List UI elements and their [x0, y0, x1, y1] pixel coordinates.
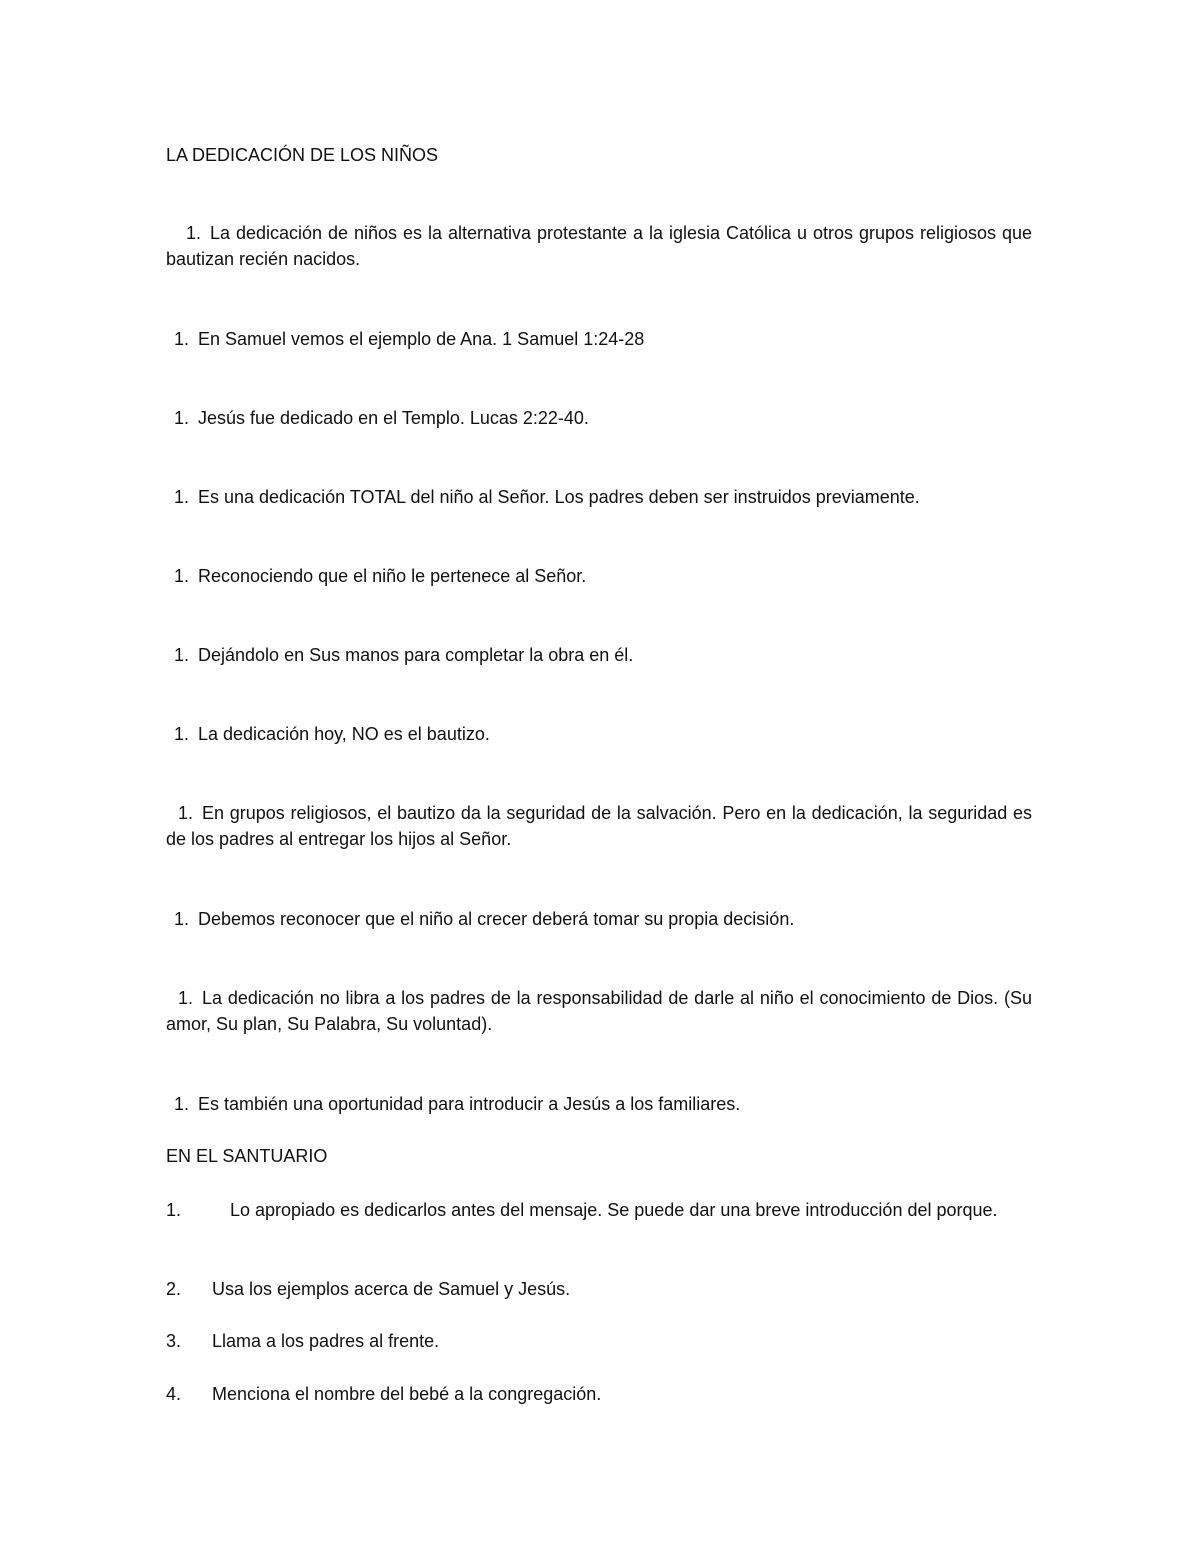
list-item-text: La dedicación no libra a los padres de la responsabilidad de darle al niño el conocimiento de Dios. (Su amor, Su plan, Su Palabra, Su voluntad).: [166, 988, 1032, 1034]
list-item-text: Es también una oportunidad para introducir a Jesús a los familiares.: [198, 1094, 741, 1114]
list-item-number: 1.: [174, 566, 190, 586]
list-item-number: 1.: [178, 988, 194, 1008]
list-item: [166, 563, 1032, 589]
list-item: [166, 326, 1032, 352]
list-item-number: 1.: [186, 223, 202, 243]
list-item: [166, 906, 1032, 932]
list-item-number: 1.: [174, 487, 190, 507]
list-item-text: En Samuel vemos el ejemplo de Ana. 1 Samuel 1:24-28: [198, 329, 645, 349]
list-item: [166, 1091, 1032, 1117]
list-item: [166, 642, 1032, 668]
step-number: 4.: [166, 1384, 182, 1404]
list-item-number: 1.: [174, 645, 190, 665]
list-item-number: 1.: [174, 909, 190, 929]
list-item: [166, 484, 1032, 510]
list-item-text: Reconociendo que el niño le pertenece al Señor.: [198, 566, 587, 586]
list-item: [166, 985, 1032, 1037]
list-item-text: La dedicación hoy, NO es el bautizo.: [198, 724, 490, 744]
list-item: [166, 800, 1032, 852]
list-item: [166, 721, 1032, 747]
step-item: [166, 1328, 1032, 1354]
list-item-text: Jesús fue dedicado en el Templo. Lucas 2:22-40.: [198, 408, 589, 428]
step-item: [166, 1381, 1032, 1407]
list-item-text: En grupos religiosos, el bautizo da la seguridad de la salvación. Pero en la dedicación, la seguridad es de los padres al entregar los hijos al Señor.: [166, 803, 1032, 849]
step-text: Llama a los padres al frente.: [212, 1331, 440, 1351]
step-item: [166, 1197, 1032, 1223]
step-number: 1.: [166, 1200, 182, 1220]
step-text: Menciona el nombre del bebé a la congregación.: [212, 1384, 602, 1404]
list-item-number: 1.: [174, 408, 190, 428]
step-number: 3.: [166, 1331, 182, 1351]
step-text: Lo apropiado es dedicarlos antes del mensaje. Se puede dar una breve introducción del porque.: [230, 1200, 998, 1220]
list-item-number: 1.: [174, 1094, 190, 1114]
list-item-number: 1.: [178, 803, 194, 823]
list-item-text: Es una dedicación TOTAL del niño al Señor. Los padres deben ser instruidos previamente.: [198, 487, 920, 507]
step-text: Usa los ejemplos acerca de Samuel y Jesús.: [212, 1279, 571, 1299]
list-item: [166, 405, 1032, 431]
list-item-text: Debemos reconocer que el niño al crecer deberá tomar su propia decisión.: [198, 909, 795, 929]
step-item: [166, 1276, 1032, 1302]
list-item-number: 1.: [174, 329, 190, 349]
list-item: [166, 220, 1032, 272]
list-item-number: 1.: [174, 724, 190, 744]
document-title: LA DEDICACIÓN DE LOS NIÑOS: [166, 145, 439, 165]
step-number: 2.: [166, 1279, 182, 1299]
section-heading: EN EL SANTUARIO: [166, 1146, 328, 1166]
list-item-text: Dejándolo en Sus manos para completar la obra en él.: [198, 645, 634, 665]
list-item-text: La dedicación de niños es la alternativa protestante a la iglesia Católica u otros grupos religiosos que bautizan recién nacidos.: [166, 223, 1032, 269]
